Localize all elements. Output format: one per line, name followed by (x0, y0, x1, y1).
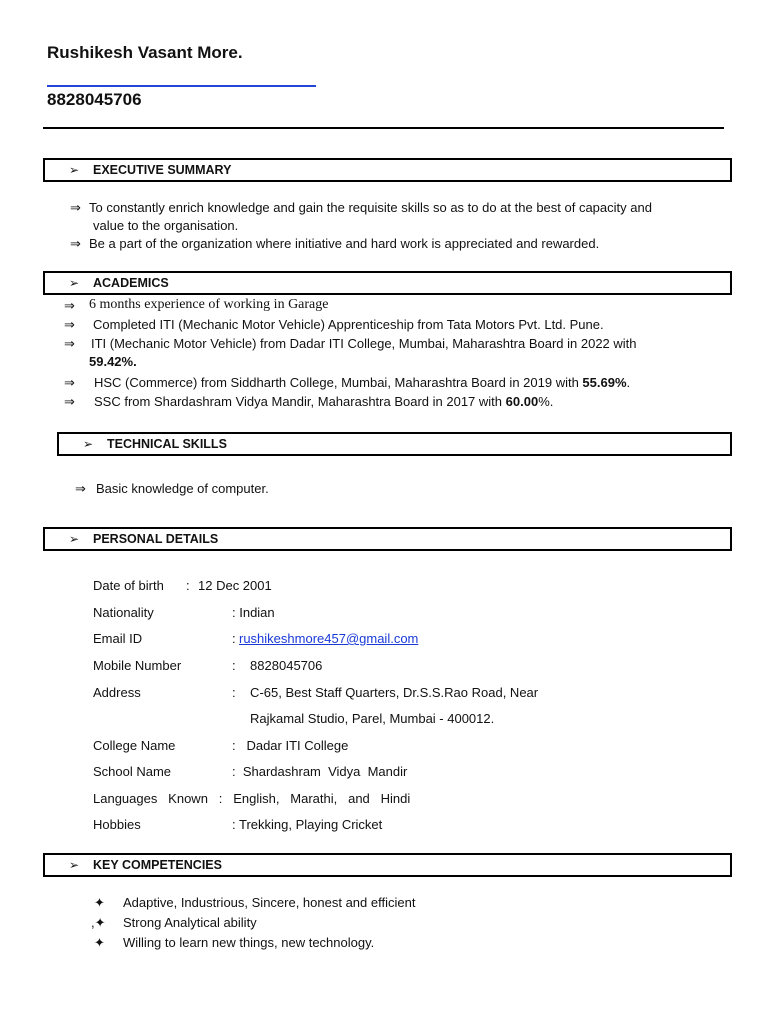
section-key-competencies (43, 853, 732, 877)
address-line-2: Rajkamal Studio, Parel, Mumbai - 400012. (250, 711, 495, 726)
summary-item-1-cont: value to the organisation. (93, 218, 239, 233)
school-label: School Name (93, 764, 172, 779)
hobbies-label: Hobbies (93, 817, 141, 832)
star-bullet-icon: ,✦ (91, 915, 106, 930)
section-arrow-icon: ➢ (83, 437, 94, 451)
section-arrow-icon: ➢ (69, 276, 80, 290)
email-label: Email ID (93, 631, 143, 646)
competency-item-3: Willing to learn new things, new technology. (123, 935, 375, 950)
mobile-label: Mobile Number (93, 658, 182, 673)
section-title: ACADEMICS (93, 276, 169, 290)
implies-icon: ⇒ (64, 317, 75, 332)
implies-icon: ⇒ (64, 375, 75, 390)
star-bullet-icon: ✦ (94, 895, 105, 910)
implies-icon: ⇒ (64, 298, 75, 313)
section-title: KEY COMPETENCIES (93, 858, 222, 872)
section-arrow-icon: ➢ (69, 532, 80, 546)
college-label: College Name (93, 738, 176, 753)
technical-item-1: Basic knowledge of computer. (96, 481, 269, 496)
mobile-value: : 8828045706 (232, 658, 323, 673)
academics-item-4-end: . (626, 375, 631, 390)
academics-item-1: 6 months experience of working in Garage (89, 297, 329, 312)
summary-item-1: To constantly enrich knowledge and gain the requisite skills so as to do at the best of capacity and (89, 200, 652, 215)
implies-icon: ⇒ (64, 394, 75, 409)
college-value: : Dadar ITI College (232, 738, 349, 753)
email-separator: : (232, 631, 236, 646)
academics-item-5-text: SSC from Shardashram Vidya Mandir, Maharashtra Board in 2017 with (94, 394, 506, 409)
competency-item-2: Strong Analytical ability (123, 915, 257, 930)
section-arrow-icon: ➢ (69, 858, 80, 872)
academics-item-3-score: 59.42%. (89, 354, 137, 369)
dob-value: 12 Dec 2001 (198, 578, 272, 593)
academics-item-3: ITI (Mechanic Motor Vehicle) from Dadar ITI College, Mumbai, Maharashtra Board in 2022 with (91, 336, 637, 351)
section-academics (43, 271, 732, 295)
dob-separator: : (186, 578, 190, 593)
resume-name: Rushikesh Vasant More. (47, 43, 243, 62)
academics-item-4-score: 55.69% (582, 375, 627, 390)
implies-icon: ⇒ (70, 200, 81, 215)
star-bullet-icon: ✦ (94, 935, 105, 950)
address-label: Address (93, 685, 141, 700)
implies-icon: ⇒ (75, 481, 86, 496)
summary-item-2: Be a part of the organization where initiative and hard work is appreciated and rewarded. (89, 236, 600, 251)
header-phone: 8828045706 (47, 90, 142, 109)
implies-icon: ⇒ (64, 336, 75, 351)
school-value: : Shardashram Vidya Mandir (232, 764, 408, 779)
section-arrow-icon: ➢ (69, 163, 80, 177)
dob-label: Date of birth (93, 578, 164, 593)
nationality-label: Nationality (93, 605, 154, 620)
academics-item-5-score: 60.00 (505, 394, 539, 409)
academics-item-2: Completed ITI (Mechanic Motor Vehicle) Apprenticeship from Tata Motors Pvt. Ltd. Pune. (93, 317, 604, 332)
implies-icon: ⇒ (70, 236, 81, 251)
address-line-1: : C-65, Best Staff Quarters, Dr.S.S.Rao Road, Near (232, 685, 539, 700)
academics-item-5 (94, 394, 553, 409)
section-title: TECHNICAL SKILLS (107, 437, 227, 451)
competency-item-1: Adaptive, Industrious, Sincere, honest and efficient (123, 895, 416, 910)
academics-item-5-end: %. (538, 394, 554, 409)
nationality-value: : Indian (232, 605, 275, 620)
languages-line: Languages Known : English, Marathi, and Hindi (93, 791, 411, 806)
section-title: PERSONAL DETAILS (93, 532, 219, 546)
hobbies-value: : Trekking, Playing Cricket (232, 817, 383, 832)
academics-item-4-text: HSC (Commerce) from Siddharth College, Mumbai, Maharashtra Board in 2019 with (94, 375, 583, 390)
name-underline (47, 85, 316, 87)
academics-item-4 (94, 375, 630, 390)
header-divider (43, 127, 724, 129)
email-link[interactable]: rushikeshmore457@gmail.com (239, 631, 419, 646)
section-technical-skills (57, 432, 732, 456)
section-title: EXECUTIVE SUMMARY (93, 163, 232, 177)
section-executive-summary (43, 158, 732, 182)
section-personal-details (43, 527, 732, 551)
